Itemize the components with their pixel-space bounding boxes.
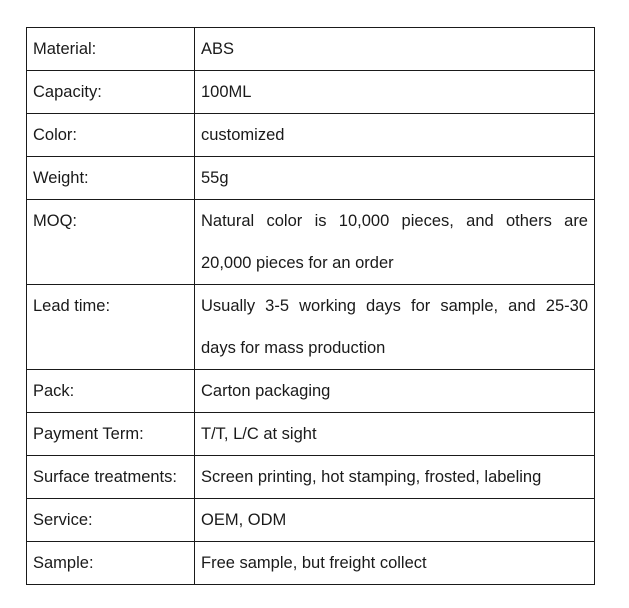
spec-row-pack — [27, 370, 595, 413]
spec-value: 55g — [195, 157, 595, 200]
spec-label: Service: — [27, 499, 195, 542]
spec-row-service — [27, 499, 595, 542]
spec-value: T/T, L/C at sight — [195, 413, 595, 456]
spec-row-weight — [27, 157, 595, 200]
spec-value: Free sample, but freight collect — [195, 542, 595, 585]
spec-row-lead-time — [27, 285, 595, 370]
spec-label: Weight: — [27, 157, 195, 200]
spec-value: Screen printing, hot stamping, frosted, labeling — [195, 456, 595, 499]
spec-row-payment-term — [27, 413, 595, 456]
spec-value: OEM, ODM — [195, 499, 595, 542]
spec-row-moq — [27, 200, 595, 285]
spec-row-sample — [27, 542, 595, 585]
spec-label: Material: — [27, 28, 195, 71]
spec-label: Capacity: — [27, 71, 195, 114]
spec-value: 100ML — [195, 71, 595, 114]
spec-label: Color: — [27, 114, 195, 157]
spec-row-surface-treatments — [27, 456, 595, 499]
spec-value: customized — [195, 114, 595, 157]
spec-value: Carton packaging — [195, 370, 595, 413]
spec-value: Usually 3-5 working days for sample, and 25-30 days for mass production — [195, 285, 595, 370]
spec-label: Pack: — [27, 370, 195, 413]
spec-row-material — [27, 28, 595, 71]
spec-row-color — [27, 114, 595, 157]
spec-row-capacity — [27, 71, 595, 114]
spec-value: Natural color is 10,000 pieces, and others are 20,000 pieces for an order — [195, 200, 595, 285]
spec-label: Sample: — [27, 542, 195, 585]
spec-label: Lead time: — [27, 285, 195, 370]
spec-label: Surface treatments: — [27, 456, 195, 499]
spec-value: ABS — [195, 28, 595, 71]
product-spec-table — [26, 27, 595, 585]
spec-label: MOQ: — [27, 200, 195, 285]
spec-label: Payment Term: — [27, 413, 195, 456]
